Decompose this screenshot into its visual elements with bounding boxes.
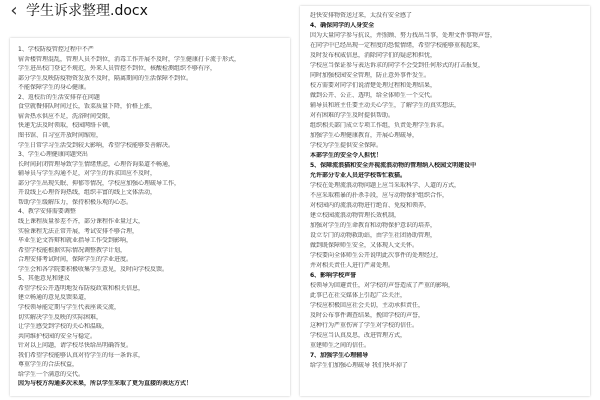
document-text-line: 开设线上心理咨询热线，组织丰富的线上文体活动， <box>18 189 157 197</box>
document-text-line: 共同维护校园的安全与稳定。 <box>18 332 97 340</box>
document-text-line: 设立专门的动物救助站，由学生社团协助管理， <box>310 232 437 239</box>
document-text-line: 重建师生之间的信任。 <box>310 342 371 349</box>
document-text-line: 部分学生出现失眠、抑郁等情况，学校应加强心理疏导工作， <box>18 179 181 187</box>
document-text-line: 不能保障学生的身心健康。 <box>18 84 91 92</box>
document-text-line: 尊重学生的合法权益， <box>18 361 79 369</box>
document-text-line: 此事已在社交媒体上引起广泛关注， <box>310 292 407 299</box>
document-text-line: 辅导员和班主任要主动关心学生，了解学生的真实想法， <box>310 102 461 109</box>
document-text-line: 不应采取粗暴的扑杀手段，应与动物保护组织合作， <box>310 192 449 199</box>
document-text-line: 学校应当认真反思，改进管理方式， <box>310 332 407 339</box>
document-text-line: 学校领导能定期与学生代表座谈交流， <box>18 304 121 311</box>
document-text-line: 做到公开、公正、透明，给全体师生一个交代。 <box>310 92 437 99</box>
document-text-line: 毕业生论文答辩和就业指导工作受到影响， <box>18 237 133 245</box>
document-text-line: 4、确保同学的人身安全 <box>310 22 375 29</box>
document-text-line: 在同学中已经出现一定程度的恐慌情绪，希望学校能够重视起来， <box>310 42 485 49</box>
document-text-line: 并对相关责任人进行严肃处理。 <box>310 262 395 269</box>
document-text-line: 切实解决学生反映的实际困难， <box>18 313 103 321</box>
document-text-line: 赶快安排物资送过来，太没有安全感了 <box>310 12 413 19</box>
document-text-line: 学生进出校门登记不规范，外来人员管控不到位，核酸检测组织不够有序， <box>18 65 217 73</box>
document-text-line: 加强对学生的生命教育和动物保护意识的培养， <box>310 222 437 229</box>
document-text-line: 我们希望学校能够认真对待学生的每一条诉求， <box>18 351 145 359</box>
document-text-line: 食堂就餐排队时间过长，饭菜质量下降，价格上涨， <box>18 103 157 111</box>
document-text-line: 这种行为严重伤害了学生对学校的信任。 <box>310 322 419 329</box>
document-text-line: 给学生一个满意的交代。 <box>18 370 85 378</box>
document-text-line: 希望学校能根据实际情况调整教学计划， <box>18 246 127 254</box>
document-text-line: 因为与校方沟通多次未果，所以学生采取了更为直接的表达方式！ <box>18 380 193 388</box>
document-text-line: 3、学生心理健康问题突出 <box>18 151 88 159</box>
document-text-line: 辅导员与学生沟通不足，对学生的诉求回应不及时， <box>18 170 157 178</box>
document-text-line: 学校应当保证参与表达诉求的同学不会受到任何形式的打击报复， <box>310 62 485 69</box>
document-text-line: 学校为学生提供安全保障。 <box>310 142 383 149</box>
document-text-line: 5、其他意见和建议 <box>18 275 70 283</box>
document-text-line: 学校要向全体师生公开说明此次事件的处理经过， <box>310 252 443 259</box>
document-page-left <box>10 38 290 396</box>
document-text-line: 及时公布事件调查结果，挽回学校的声誉， <box>310 312 425 319</box>
document-text-line: 学校在处理流浪动物问题上应当采取科学、人道的方式， <box>310 182 461 189</box>
document-text-line: 加强学生心理健康教育，开展心理疏导， <box>310 132 419 139</box>
document-text-line: 7、加强学生心理辅导 <box>310 352 369 359</box>
document-text-line: 因为大量同学参与抗议，并照顾、努力找出当事，处理文件事物声誉， <box>310 32 497 39</box>
document-text-line: 本部学生的安全令人担忧！ <box>310 152 383 159</box>
document-text-line: 校方需要对同学们说清楚处理过程和处理结果， <box>310 82 437 89</box>
document-text-line: 对有困难的学生及时提供帮助。 <box>310 112 395 119</box>
document-text-line: 允许部分专业人员进学校帮忙救猫。 <box>310 172 407 179</box>
chevron-left-icon[interactable]: ‹ <box>10 0 18 21</box>
document-text-line: 宿舍楼管理混乱，管理人员不到位，消毒工作开展不及时，学生健康打卡流于形式， <box>18 55 241 63</box>
document-text-line: 合理安排考试时间，保障学生的学业进度。 <box>18 256 133 264</box>
document-text-line: 校领导为回避责任，对学校的声誉造成了严重的影响， <box>310 282 455 289</box>
document-title: 学生诉求整理.docx <box>26 3 148 19</box>
document-text-line: 图书馆、自习室开放时间缩短， <box>18 132 103 139</box>
document-text-line: 4、教学安排需要调整 <box>18 208 76 216</box>
document-text-line: 学校应积极回应社会关切，主动承担责任， <box>310 302 425 309</box>
document-text-line: 学生日常学习生活受到较大影响，希望学校能够妥善解决。 <box>18 141 175 149</box>
document-text-line: 做到既保障师生安全，又体现人文关怀。 <box>310 242 419 249</box>
document-text-line: 给学生们加强心理疏导 我们快坏掉了 <box>310 362 408 369</box>
document-text-line: 建立校园流浪动物管理长效机制， <box>310 212 401 219</box>
document-text-line: 1、学校防疫管控过程中不严 <box>18 46 94 53</box>
document-text-line: 快递无法及时领取，校园网络卡顿， <box>18 122 115 130</box>
document-text-line: 帮助学生缓解压力，保持积极乐观的心态。 <box>18 198 133 206</box>
document-text-line: 线上课程质量参差不齐，部分课程作业量过大， <box>18 218 145 225</box>
document-text-line: 学生会和各学院要积极收集学生意见，及时向学校反馈。 <box>18 265 169 273</box>
document-text-line: 实验课程无法正常开展，考试安排不够合理， <box>18 227 139 235</box>
document-text-line: 长时间封闭管理导致学生情绪焦虑，心理咨询渠道不畅通， <box>18 160 175 168</box>
document-text-line: 针对以上问题，请学校尽快给出明确答复。 <box>18 342 133 350</box>
document-page-right <box>300 6 590 396</box>
document-text-line: 希望学校公开透明地发布防疫政策和相关信息， <box>18 284 145 292</box>
document-text-line: 同时加强校园安全管理，防止意外事件发生。 <box>310 72 431 79</box>
document-text-line: 宿舍热水供应不足，洗浴时间受限， <box>18 112 115 120</box>
document-text-line: 6、影响学校声誉 <box>310 272 357 279</box>
document-text-line: 对校园内的流浪动物进行绝育、免疫和领养， <box>310 202 431 209</box>
document-text-line: 2、返校后的生活安排存在问题 <box>18 93 100 101</box>
document-text-line: 部分学生反映防疫物资发放不及时，隔离期间的生活保障不到位。 <box>18 74 193 82</box>
document-text-line: 5、保障流浪猫和安全并视流浪动物的管理纳入校园文明建设中 <box>310 162 477 169</box>
document-text-line: 组织相关部门成立专项工作组，负责处理学生诉求。 <box>310 122 449 129</box>
document-text-line: 让学生感受到学校的关心和温暖， <box>18 323 109 331</box>
document-text-line: 建立畅通的意见反馈渠道， <box>18 294 91 302</box>
document-text-line: 及时发布权威信息，消除同学们的疑虑和担忧， <box>310 52 437 59</box>
